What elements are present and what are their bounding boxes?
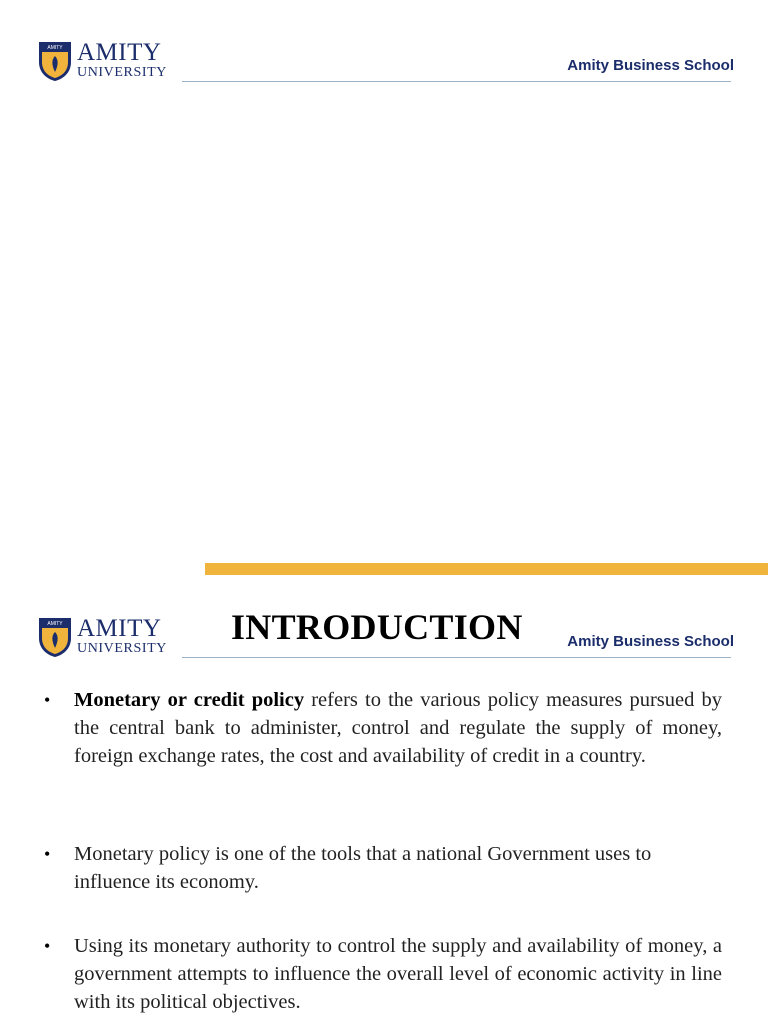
bullet-lead: Monetary or credit policy bbox=[74, 689, 305, 711]
slide-divider-bar bbox=[205, 563, 768, 575]
logo-subtitle: UNIVERSITY bbox=[77, 641, 167, 656]
bullet-text: refers to the various policy measures pursued by the central bank to administer, control and regulate the supply of money, foreign exchange rates, the cost and availability of credit in a country. bbox=[74, 689, 722, 767]
svg-text:AMITY: AMITY bbox=[47, 45, 63, 51]
header-rule bbox=[182, 657, 731, 658]
list-item bbox=[44, 840, 724, 896]
amity-crest-icon bbox=[37, 40, 73, 82]
logo-subtitle: UNIVERSITY bbox=[77, 65, 167, 80]
list-item bbox=[44, 932, 724, 1016]
amity-logo bbox=[37, 40, 167, 82]
list-item bbox=[44, 686, 724, 770]
bullet-text: Monetary policy is one of the tools that a national Government uses to influence its economy. bbox=[74, 843, 652, 893]
slide-2 bbox=[0, 576, 768, 1024]
bullet-text: Using its monetary authority to control the supply and availability of money, a government attempts to influence the overall level of economic activity in line with its political objectives. bbox=[74, 935, 722, 1013]
bullet-icon: • bbox=[44, 844, 51, 864]
school-name: Amity Business School bbox=[567, 633, 734, 650]
logo-name: AMITY bbox=[77, 615, 162, 642]
header-rule bbox=[182, 81, 731, 82]
slide-title: INTRODUCTION bbox=[231, 607, 523, 647]
amity-crest-icon bbox=[37, 616, 73, 658]
school-name: Amity Business School bbox=[567, 57, 734, 74]
logo-name: AMITY bbox=[77, 39, 162, 66]
svg-text:AMITY: AMITY bbox=[47, 621, 63, 627]
bullet-icon: • bbox=[44, 936, 51, 956]
bullet-icon: • bbox=[44, 690, 51, 710]
amity-logo bbox=[37, 616, 167, 658]
